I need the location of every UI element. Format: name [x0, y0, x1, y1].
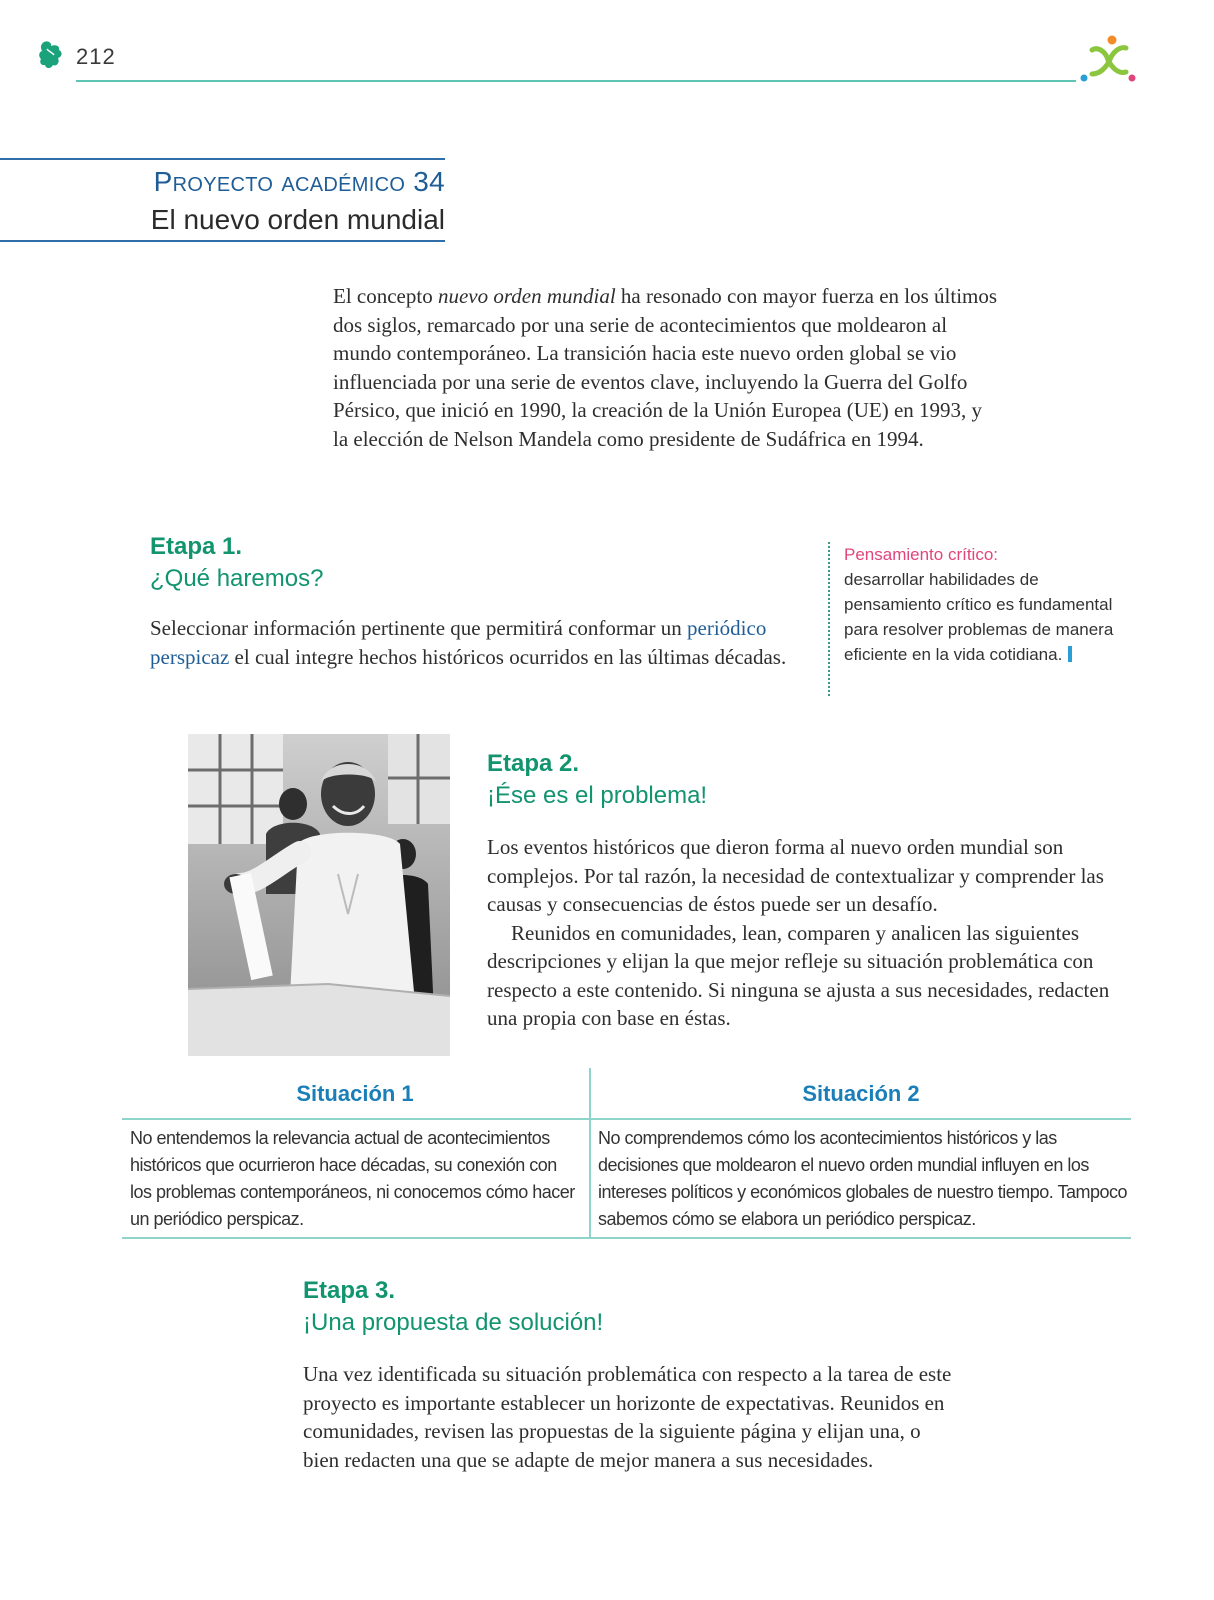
situation-1-text: No entendemos la relevancia actual de acontecimientos históricos que ocurrieron hace décadas, su conexión con los problemas contemporáneos, ni conocemos cómo hacer un periódico perspicaz.	[130, 1128, 575, 1229]
note-label: Pensamiento crítico:	[844, 545, 999, 564]
stage1-title: Etapa 1.	[150, 533, 243, 560]
map-icon	[38, 40, 64, 70]
stage2-body	[487, 833, 1127, 1033]
stage1-heading	[150, 531, 323, 595]
intro-paragraph: El concepto nuevo orden mundial ha resonado con mayor fuerza en los últimos dos siglos, remarcado por una serie de acontecimientos que moldearon al mundo contemporáneo. La transición hacia este nuevo orden global se vio influenciada por una serie de eventos clave, incluyendo la Guerra del Golfo Pérsico, que inició en 1990, la creación de la Unión Europea (UE) en 1993, y la elección de Nelson Mandela como presidente de Sudáfrica en 1994.	[333, 284, 998, 451]
stage3-heading	[303, 1275, 603, 1339]
page-number: 212	[76, 44, 116, 69]
table-header-rule	[122, 1118, 1131, 1120]
stage3-subtitle: ¡Una propuesta de solución!	[303, 1309, 604, 1336]
brand-logo-icon	[1078, 34, 1138, 86]
situation-2-text: No comprendemos cómo los acontecimientos históricos y las decisiones que moldearon el nuevo orden mundial influyen en los intereses políticos y económicos globales de nuestro tiempo. Tampoco sabemos cómo se elabora un periódico perspicaz.	[598, 1128, 1127, 1229]
title-rule-bottom	[0, 240, 445, 242]
stage2-title: Etapa 2.	[487, 750, 580, 777]
stage3-title: Etapa 3.	[303, 1277, 396, 1304]
stage1-paragraph: Seleccionar información pertinente que permitirá conformar un periódico perspicaz el cual integre hechos históricos ocurridos en las últimas décadas.	[150, 616, 787, 669]
project-kicker: Proyecto académico 34	[153, 166, 445, 197]
stage2-paragraph-2: Reunidos en comunidades, lean, comparen y analicen las siguientes descripciones y elijan la que mejor refleje su situación problemática con respecto a este contenido. Si ninguna se ajusta a sus necesidades, redacten una propia con base en éstas.	[487, 920, 1110, 1030]
situation-2-heading: Situación 2	[802, 1081, 920, 1106]
stage2-subtitle: ¡Ése es el problema!	[487, 782, 708, 809]
voting-photo	[188, 734, 450, 1056]
note-text: desarrollar habilidades de pensamiento crítico es fundamental para resolver problemas de manera eficiente en la vida cotidiana.	[844, 570, 1114, 664]
glossary-term-periodico: periódico perspicaz	[150, 616, 767, 669]
title-rule-top	[0, 158, 445, 160]
project-title: El nuevo orden mundial	[150, 204, 445, 235]
stage1-subtitle: ¿Qué haremos?	[150, 565, 324, 592]
situation-1-heading: Situación 1	[296, 1081, 414, 1106]
critical-thinking-note	[828, 542, 1134, 696]
header-divider	[76, 80, 1076, 82]
table-bottom-rule	[122, 1237, 1131, 1239]
stage2-heading	[487, 748, 707, 812]
stage2-paragraph-1: Los eventos históricos que dieron forma al nuevo orden mundial son complejos. Por tal razón, la necesidad de contextualizar y comprender las causas y consecuencias de éstos puede ser un desafío.	[487, 835, 1104, 916]
table-column-divider	[589, 1120, 591, 1237]
note-end-mark	[1068, 646, 1072, 662]
intro-term: nuevo orden mundial	[437, 284, 616, 308]
stage3-paragraph: Una vez identificada su situación problemática con respecto a la tarea de este proyecto es importante establecer un horizonte de expectativas. Reunidos en comunidades, revisen las propuestas de la siguiente página y elijan una, o bien redacten una que se adapte de mejor manera a sus necesidades.	[303, 1362, 952, 1472]
